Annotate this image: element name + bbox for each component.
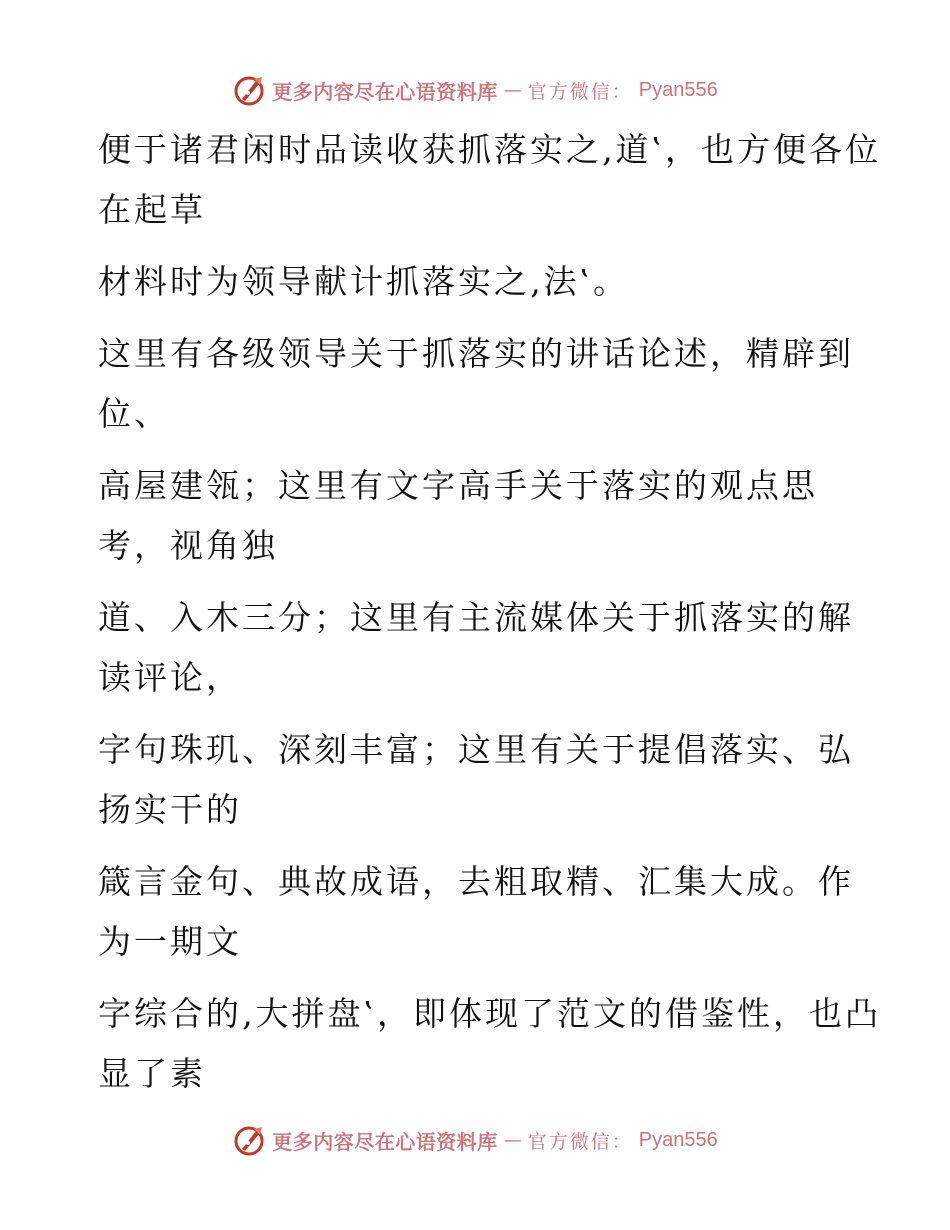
- paragraph: [98, 324, 858, 444]
- paragraph: [98, 984, 881, 1104]
- line: 这里有各级领导关于抓落实的讲话论述，精辟到: [98, 334, 854, 373]
- banner-wechat-id: Pyan556: [638, 1128, 718, 1151]
- line: 显了素: [98, 1054, 206, 1093]
- banner-wechat-id: Pyan556: [638, 78, 718, 101]
- line: 材料时为领导献计抓落实之‚法‛。: [98, 262, 629, 301]
- line: 高屋建瓴；这里有文字高手关于落实的观点思: [98, 466, 818, 505]
- document-body: [98, 120, 881, 1116]
- quill-logo-icon: [232, 1123, 266, 1157]
- line: 为一期文: [98, 922, 242, 961]
- line: 字句珠玑、深刻丰富；这里有关于提倡落实、弘: [98, 730, 854, 769]
- paragraph: [98, 120, 881, 240]
- line: 读评论，: [98, 658, 242, 697]
- line: 便于诸君闲时品读收获抓落实之‚道‛，也方便各位: [98, 130, 881, 169]
- paragraph: [98, 252, 858, 312]
- banner-separator: —: [503, 79, 522, 101]
- line: 扬实干的: [98, 790, 242, 829]
- banner-official-label: 官方微信：: [527, 80, 633, 103]
- line: 考，视角独: [98, 526, 278, 565]
- paragraph: [98, 720, 858, 840]
- paragraph: [98, 588, 858, 708]
- banner-separator: —: [503, 1129, 522, 1151]
- line: 箴言金句、典故成语，去粗取精、汇集大成。作: [98, 862, 854, 901]
- line: 在起草: [98, 190, 206, 229]
- line: 字综合的‚大拼盘‛，即体现了范文的借鉴性，也凸: [98, 994, 881, 1033]
- banner-official-label: 官方微信：: [527, 1130, 633, 1153]
- paragraph: [98, 852, 858, 972]
- banner-brand: 更多内容尽在心语资料库: [272, 79, 498, 104]
- paragraph: [98, 456, 858, 576]
- line: 道、入木三分；这里有主流媒体关于抓落实的解: [98, 598, 854, 637]
- footer-banner: [0, 1120, 950, 1160]
- header-banner: [0, 70, 950, 110]
- line: 位、: [98, 394, 170, 433]
- banner-brand: 更多内容尽在心语资料库: [272, 1129, 498, 1154]
- quill-logo-icon: [232, 73, 266, 107]
